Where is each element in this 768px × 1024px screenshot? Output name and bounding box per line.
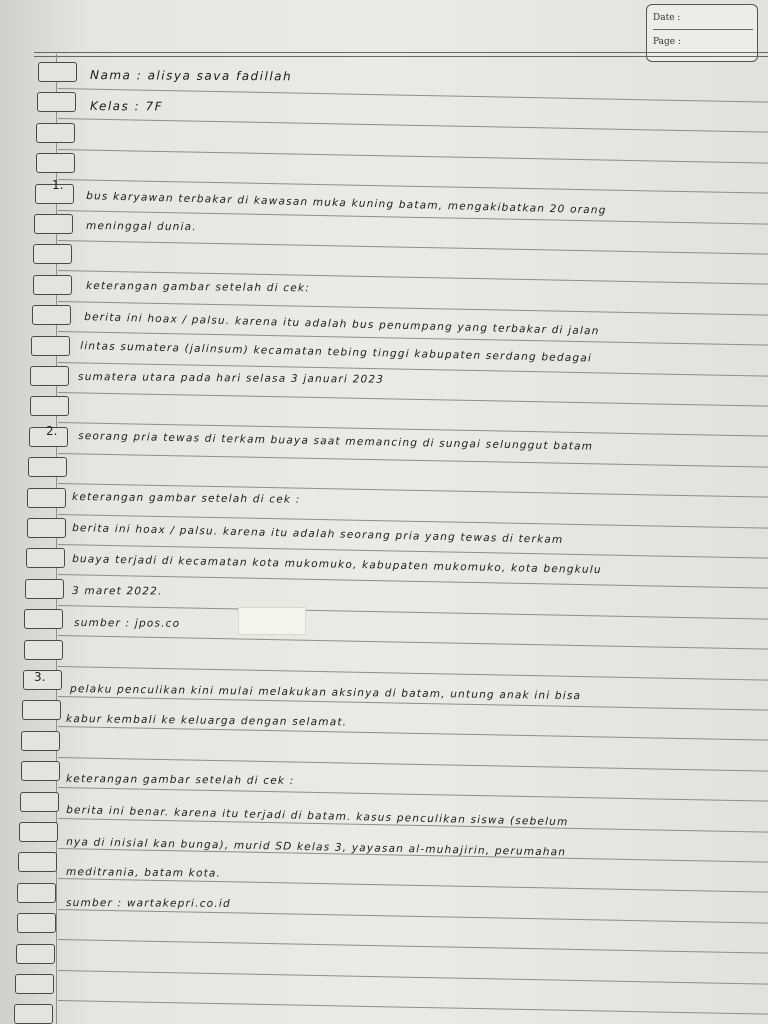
margin-tab	[33, 244, 72, 264]
margin-tab	[36, 153, 75, 173]
ruled-line	[58, 88, 768, 103]
item-explanation: nya di inisial kan bunga), murid SD kelas 3, yayasan al-muhajirin, perumahan	[66, 836, 567, 859]
item-headline: meninggal dunia.	[86, 220, 197, 234]
item-explanation: buaya terjadi di kecamatan kota mukomuko, kabupaten mukomuko, kota bengkulu	[72, 553, 602, 577]
margin-tab	[16, 944, 55, 964]
margin-tab	[37, 92, 76, 112]
check-label: keterangan gambar setelah di cek:	[86, 280, 311, 295]
ruled-line	[58, 878, 768, 893]
margin-tab	[27, 518, 66, 538]
margin-tab	[32, 305, 71, 325]
ruled-line	[58, 118, 768, 133]
item-headline: pelaku penculikan kini mulai melakukan aksinya di batam, untung anak ini bisa	[70, 683, 582, 703]
item-explanation: meditrania, batam kota.	[66, 866, 222, 880]
margin-tab	[34, 214, 73, 234]
margin-tab	[31, 336, 70, 356]
margin-tab	[19, 822, 58, 842]
margin-tab	[18, 852, 57, 872]
ruled-line	[58, 939, 768, 954]
margin-tab	[24, 640, 63, 660]
item-explanation: lintas sumatera (jalinsum) kecamatan tebing tinggi kabupaten serdang bedagai	[80, 340, 593, 365]
margin-tab	[24, 609, 63, 629]
item-number: 3.	[34, 670, 46, 684]
margin-tab	[21, 731, 60, 751]
item-source: sumber : wartakepri.co.id	[66, 897, 231, 910]
item-number: 1.	[52, 178, 64, 192]
margin-tab	[20, 792, 59, 812]
check-label: keterangan gambar setelah di cek :	[72, 491, 301, 506]
page-label: Page :	[653, 37, 681, 47]
header-rule	[34, 52, 768, 53]
margin-tab	[33, 275, 72, 295]
item-headline: kabur kembali ke keluarga dengan selamat.	[66, 713, 348, 729]
ruled-line	[58, 909, 768, 924]
item-explanation: sumatera utara pada hari selasa 3 januari 2023	[78, 371, 385, 386]
margin-tab	[14, 1004, 53, 1024]
date-label: Date :	[653, 7, 753, 30]
item-explanation: berita ini hoax / palsu. karena itu adalah seorang pria yang tewas di terkam	[72, 522, 564, 547]
ruled-line	[58, 666, 768, 681]
margin-tab	[30, 366, 69, 386]
ruled-line	[58, 453, 768, 468]
ruled-line	[58, 574, 768, 589]
ruled-line	[58, 635, 768, 650]
check-label: keterangan gambar setelah di cek :	[66, 773, 295, 787]
margin-tab	[17, 913, 56, 933]
margin-tab	[22, 700, 61, 720]
paper-sticker	[238, 607, 306, 635]
item-headline: bus karyawan terbakar di kawasan muka kuning batam, mengakibatkan 20 orang	[86, 190, 607, 217]
ruled-line	[58, 1000, 768, 1015]
margin-tab	[21, 761, 60, 781]
student-name: Nama : alisya sava fadillah	[90, 68, 293, 84]
ruled-line	[58, 149, 768, 164]
item-explanation: 3 maret 2022.	[72, 585, 163, 598]
margin-tab	[28, 457, 67, 477]
margin-tab	[36, 123, 75, 143]
ruled-line	[58, 726, 768, 741]
header-rule	[34, 56, 768, 57]
margin-tab	[27, 488, 66, 508]
margin-tab	[26, 548, 65, 568]
margin-tab	[38, 62, 77, 82]
item-headline: seorang pria tewas di terkam buaya saat memancing di sungai selunggut batam	[78, 430, 594, 453]
item-explanation: berita ini benar. karena itu terjadi di batam. kasus penculikan siswa (sebelum	[66, 804, 569, 829]
margin-tab	[30, 396, 69, 416]
margin-tab	[17, 883, 56, 903]
date-page-box	[646, 4, 758, 62]
ruled-line	[58, 787, 768, 802]
item-number: 2.	[46, 424, 58, 438]
ruled-line	[58, 757, 768, 772]
item-explanation: berita ini hoax / palsu. karena itu adalah bus penumpang yang terbakar di jalan	[84, 311, 600, 338]
student-class: Kelas : 7F	[90, 99, 164, 114]
margin-tab	[25, 579, 64, 599]
ruled-line	[58, 970, 768, 985]
ruled-line	[58, 240, 768, 255]
item-source: sumber : jpos.co	[74, 617, 181, 630]
ruled-line	[58, 392, 768, 407]
margin-tab	[15, 974, 54, 994]
